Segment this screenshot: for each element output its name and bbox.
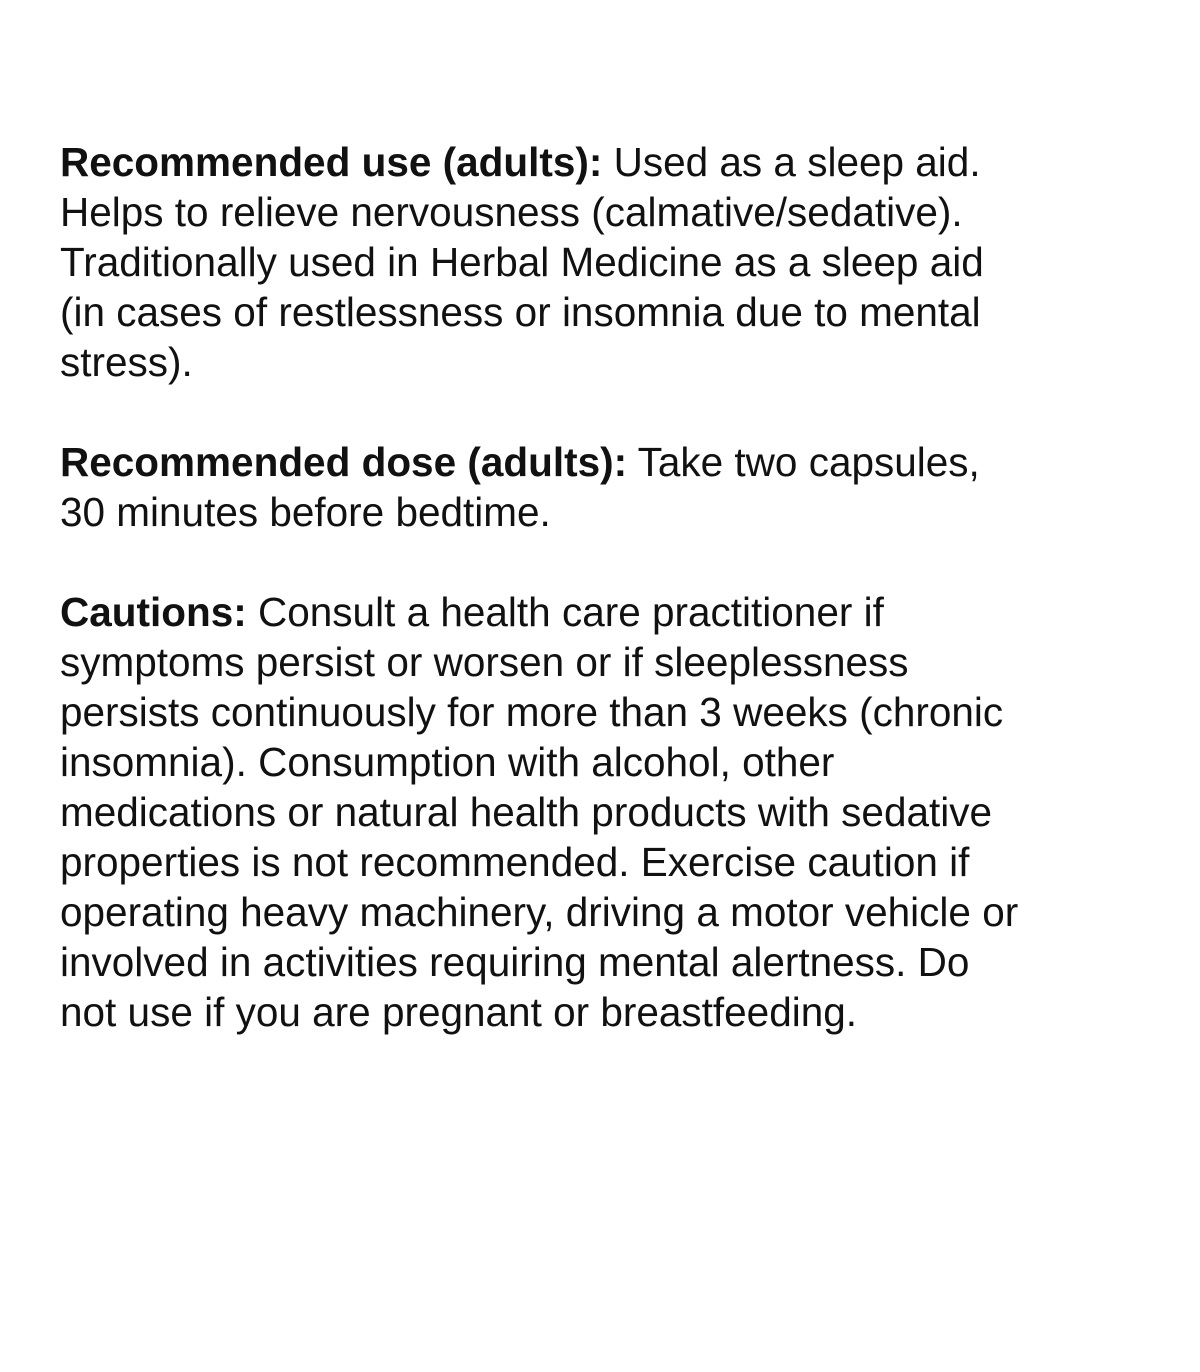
text-line: persists continuously for more than 3 weeks (chronic	[60, 689, 1004, 735]
section-text: Take two capsules,	[627, 439, 980, 485]
section-text: Consult a health care practitioner if	[246, 589, 884, 635]
text-line: (in cases of restlessness or insomnia due to mental	[60, 289, 981, 335]
text-line: involved in activities requiring mental alertness. Do	[60, 939, 970, 985]
text-line: not use if you are pregnant or breastfeeding.	[60, 989, 858, 1035]
recommended-dose-section	[60, 437, 1160, 537]
text-line: medications or natural health products with sedative	[60, 789, 993, 835]
text-line: properties is not recommended. Exercise caution if	[60, 839, 970, 885]
text-line: stress).	[60, 339, 193, 385]
text-line: Traditionally used in Herbal Medicine as a sleep aid	[60, 239, 984, 285]
text-line: symptoms persist or worsen or if sleeplessness	[60, 639, 909, 685]
recommended-use-section	[60, 137, 1160, 387]
cautions-section	[60, 587, 1160, 1037]
text-line	[60, 587, 1160, 637]
text-line: 30 minutes before bedtime.	[60, 489, 551, 535]
text-line	[60, 137, 1160, 187]
text-line: insomnia). Consumption with alcohol, other	[60, 739, 835, 785]
section-text: Used as a sleep aid.	[602, 139, 981, 185]
section-heading: Cautions:	[60, 589, 247, 635]
section-heading: Recommended use (adults):	[60, 139, 603, 185]
label-text-block	[60, 137, 1160, 1087]
text-line	[60, 437, 1160, 487]
text-line: operating heavy machinery, driving a motor vehicle or	[60, 889, 1019, 935]
text-line: Helps to relieve nervousness (calmative/sedative).	[60, 189, 963, 235]
section-heading: Recommended dose (adults):	[60, 439, 628, 485]
